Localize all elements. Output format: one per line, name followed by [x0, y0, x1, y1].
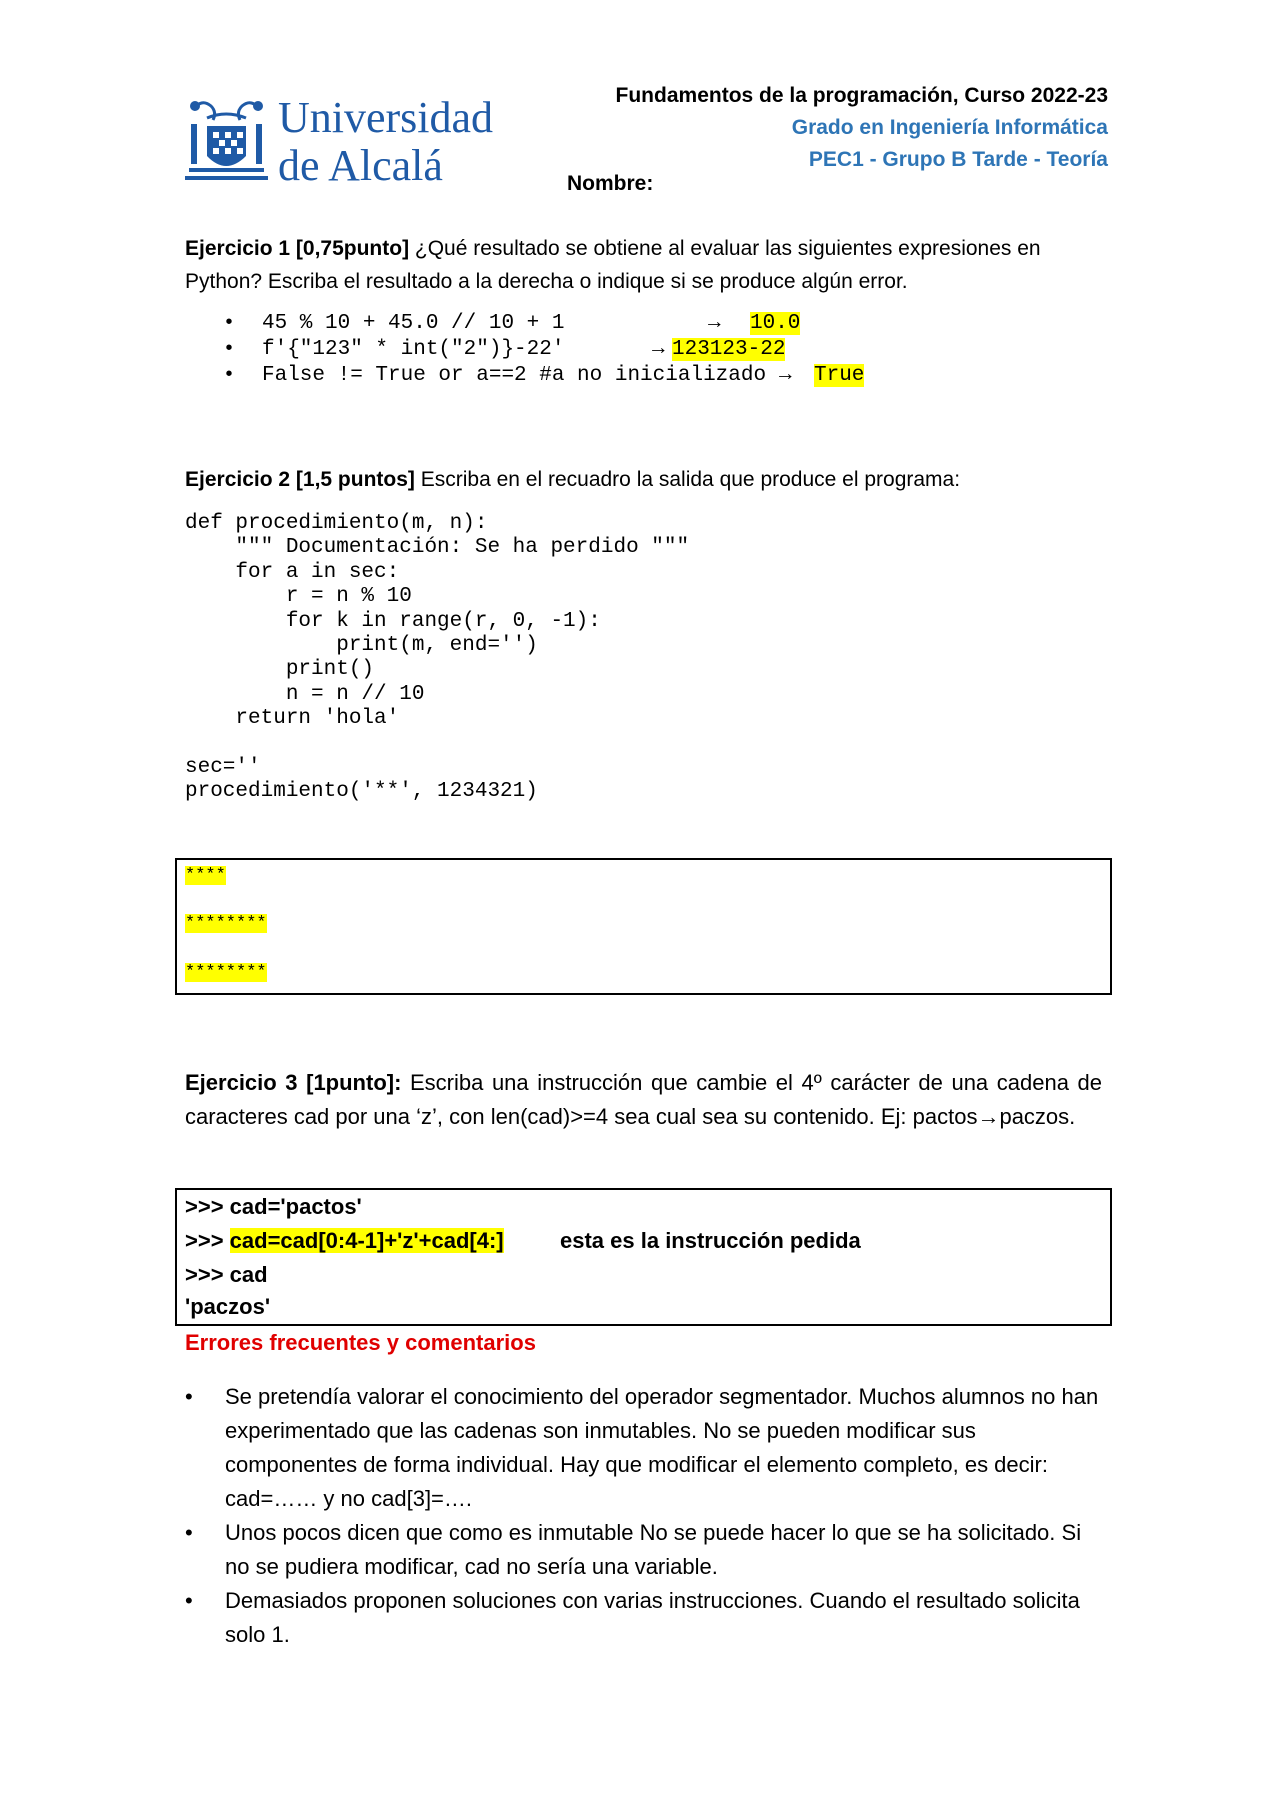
list-item — [185, 1584, 1105, 1652]
output-line: ******** — [185, 963, 267, 982]
output-line: ******** — [185, 914, 267, 933]
answer-line: >>> cad — [185, 1262, 268, 1287]
list-item — [185, 1380, 1105, 1516]
exercise-2-title: Ejercicio 2 [1,5 puntos] — [185, 468, 415, 491]
course-title: Fundamentos de la programación, Curso 2022-23 — [615, 84, 1108, 107]
arrow-right-icon: → — [779, 364, 792, 387]
exam-group: PEC1 - Grupo B Tarde - Teoría — [808, 148, 1108, 171]
expression-result: 123123-22 — [672, 338, 786, 361]
bullet-icon: • — [223, 364, 236, 387]
expression-result: True — [814, 364, 865, 387]
answer-line: 'paczos' — [185, 1294, 271, 1319]
expression-text: False != True or a==2 #a no inicializado — [262, 364, 767, 387]
bullet-icon: • — [185, 1520, 193, 1545]
answer-instruction: cad=cad[0:4-1]+'z'+cad[4:] — [229, 1228, 504, 1253]
list-item-text: Unos pocos dicen que como es inmutable No se puede hacer lo que se ha solicitado. Si no se pudiera modificar, cad no sería una variable. — [225, 1520, 1082, 1579]
logo-wordmark-line2: de Alcalá — [278, 141, 443, 190]
list-item-text: Se pretendía valorar el conocimiento del operador segmentador. Muchos alumnos no han experimentado que las cadenas son inmutables. No se pueden modificar sus componentes de forma individual. Hay que modificar el elemento completo, es decir: cad=…… y no cad[3]=…. — [225, 1384, 1099, 1511]
degree-name: Grado en Ingeniería Informática — [791, 116, 1108, 139]
list-item-text: Demasiados proponen soluciones con varias instrucciones. Cuando el resultado solicita solo 1. — [225, 1588, 1080, 1647]
exercise-2-prompt: Escriba en el recuadro la salida que produce el programa: — [414, 468, 961, 491]
output-line: **** — [185, 866, 226, 885]
university-emblem-icon — [183, 92, 270, 186]
arrow-right-icon: → — [708, 312, 721, 335]
exercise-3-title: Ejercicio 3 [1punto]: — [185, 1070, 402, 1095]
exercise-3-prompt: Escriba una instrucción que cambie el 4º carácter de una cadena de caracteres cad por una ‘z’, con len(cad)>=4 sea cual sea su contenido. Ej: pactos→paczos. — [185, 1070, 1102, 1129]
expression-text: f'{"123" * int("2")}-22' — [262, 338, 565, 361]
university-logo — [183, 92, 493, 188]
answer-note: esta es la instrucción pedida — [560, 1228, 861, 1253]
bullet-icon: • — [185, 1588, 193, 1613]
arrow-right-icon: → — [652, 338, 665, 361]
expression-item — [185, 364, 1095, 390]
list-item — [185, 1516, 1105, 1584]
expression-text: 45 % 10 + 45.0 // 10 + 1 — [262, 312, 565, 335]
errors-title: Errores frecuentes y comentarios — [185, 1330, 536, 1355]
python-code-listing: def procedimiento(m, n): """ Documentación: Se ha perdido """ for a in sec: r = n % 10 for k in range(r, 0, -1): print(m, end='') print() n = n // 10 return 'hola' sec='' procedimiento('**', 1234321) — [185, 512, 690, 804]
bullet-icon: • — [223, 338, 236, 361]
name-label: Nombre: — [567, 172, 654, 195]
exercise-1-expressions — [185, 312, 1095, 390]
exercise-1-statement — [185, 232, 1095, 298]
expression-item — [185, 312, 1095, 338]
errors-list — [185, 1380, 1105, 1652]
expression-result: 10.0 — [750, 312, 801, 335]
document-header — [616, 80, 1108, 176]
bullet-icon: • — [185, 1384, 193, 1409]
program-output-box — [175, 858, 1112, 995]
prompt-symbol: >>> — [185, 1228, 230, 1253]
exercise-3-statement — [185, 1066, 1102, 1134]
exercise-1-prompt: ¿Qué resultado se obtiene al evaluar las siguientes expresiones en Python? Escriba el resultado a la derecha o indique si se produce algún error. — [185, 237, 1041, 293]
answer-line: >>> cad='pactos' — [185, 1194, 362, 1219]
exercise-2-statement — [185, 463, 1095, 496]
answer-box — [175, 1188, 1112, 1326]
bullet-icon: • — [223, 312, 236, 335]
answer-line — [185, 1228, 504, 1254]
expression-item — [185, 338, 1095, 364]
exercise-1-title: Ejercicio 1 [0,75punto] — [185, 237, 410, 260]
logo-wordmark-line1: Universidad — [278, 93, 494, 142]
